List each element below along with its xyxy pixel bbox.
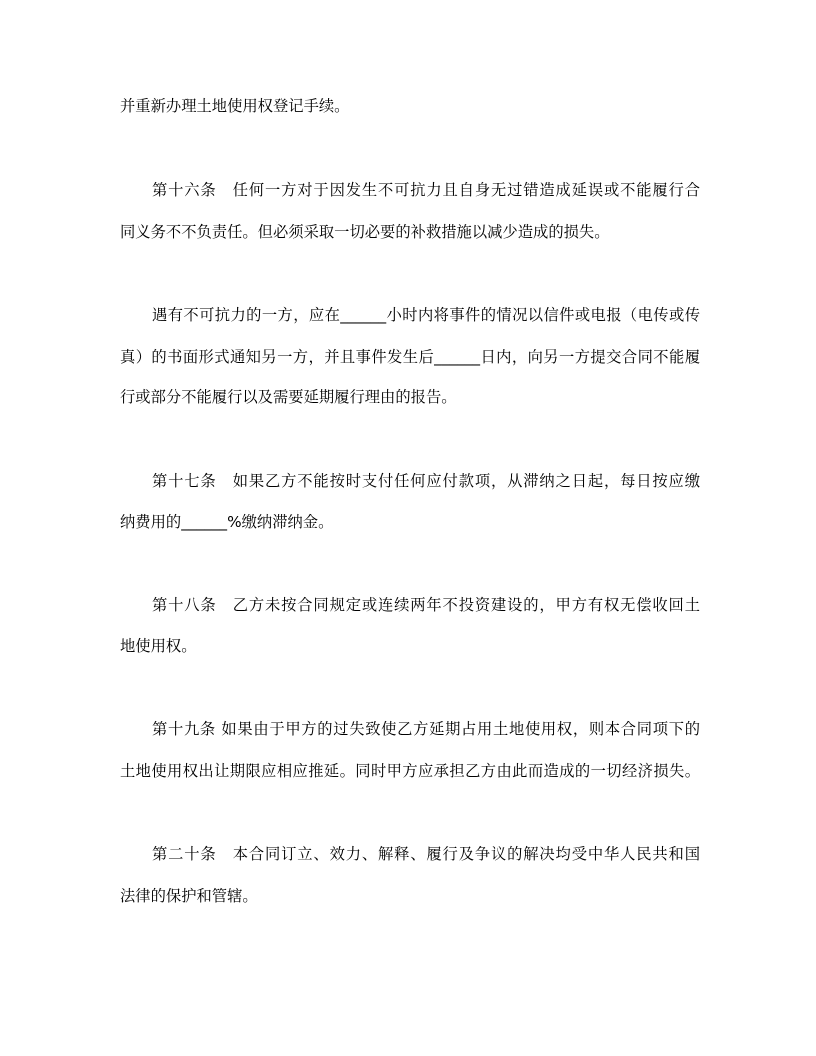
article-17-line-2: 纳费用的______%缴纳滞纳金。 xyxy=(120,513,334,531)
article-18-line-2: 地使用权。 xyxy=(120,637,197,655)
article-16-line-2: 同义务不不负责任。但必须采取一切必要的补救措施以减少造成的损失。 xyxy=(120,223,610,241)
article-18-line-1: 第十八条 乙方未按合同规定或连续两年不投资建设的，甲方有权无偿收回土 xyxy=(152,596,700,614)
article-19-line-2: 土地使用权出让期限应相应推延。同时甲方应承担乙方由此而造成的一切经济损失。 xyxy=(120,762,700,780)
force-majeure-line-3: 行或部分不能履行以及需要延期履行理由的报告。 xyxy=(120,388,457,406)
text-line: 并重新办理土地使用权登记手续。 xyxy=(120,97,350,115)
article-16-line-1: 第十六条 任何一方对于因发生不可抗力且自身无过错造成延误或不能履行合 xyxy=(152,181,700,199)
article-20-line-2: 法律的保护和管辖。 xyxy=(120,887,258,905)
article-19-line-1: 第十九条 如果由于甲方的过失致使乙方延期占用土地使用权，则本合同项下的 xyxy=(152,720,700,738)
force-majeure-line-2: 真）的书面形式通知另一方，并且事件发生后______日内，向另一方提交合同不能履 xyxy=(120,348,700,366)
article-17-line-1: 第十七条 如果乙方不能按时支付任何应付款项，从滞纳之日起，每日按应缴 xyxy=(152,472,700,490)
force-majeure-line-1: 遇有不可抗力的一方，应在______小时内将事件的情况以信件或电报（电传或传 xyxy=(152,306,700,324)
article-20-line-1: 第二十条 本合同订立、效力、解释、履行及争议的解决均受中华人民共和国 xyxy=(152,845,700,863)
